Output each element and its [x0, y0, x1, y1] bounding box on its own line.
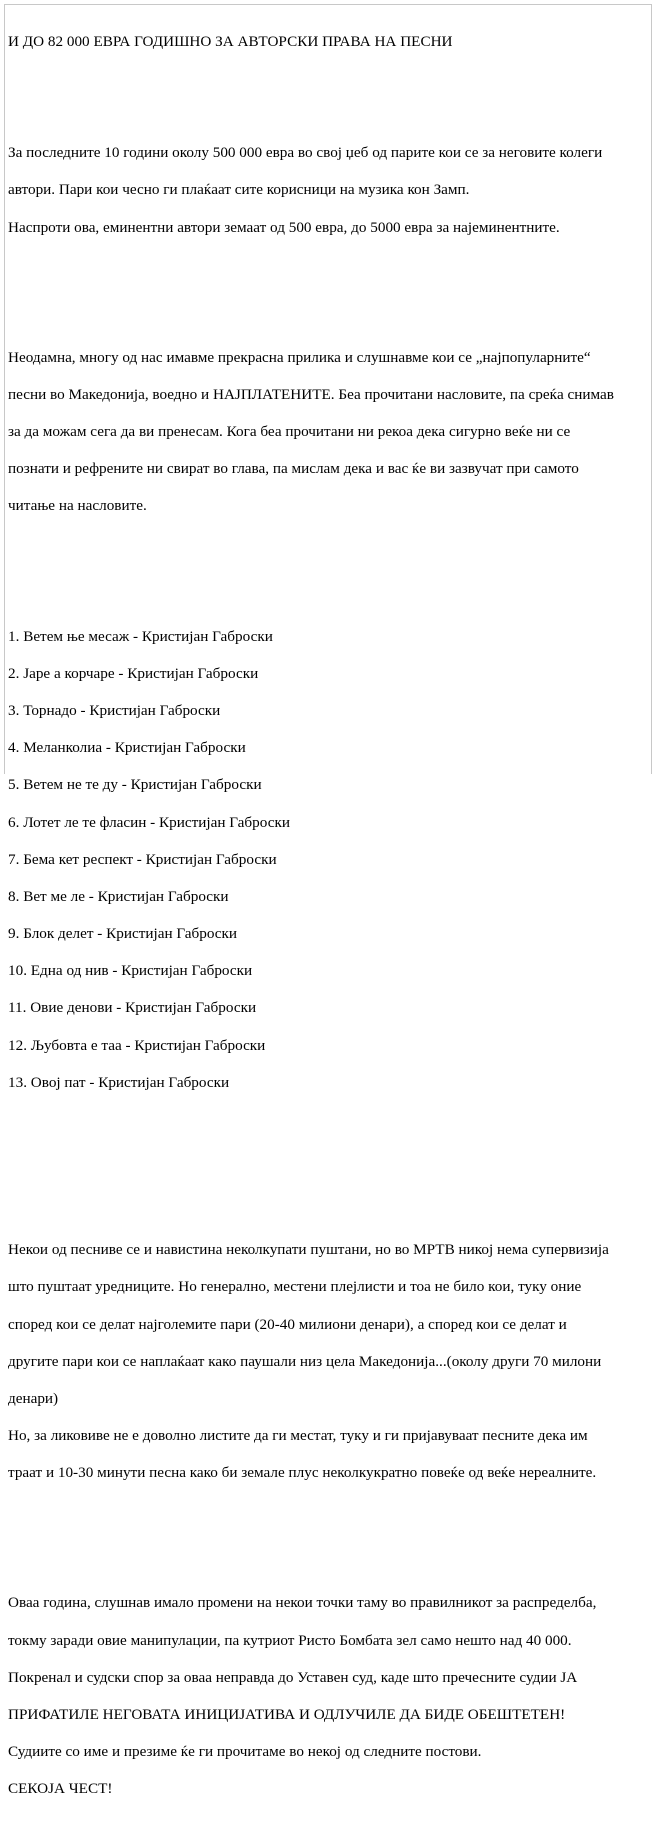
text-line: За последните 10 години околу 500 000 евра во свој џеб од парите кои се за неговите колеги [8, 144, 603, 162]
spacer [8, 274, 648, 293]
text-line: СЕКОЈА ЧЕСТ! [8, 1780, 113, 1798]
text-line: Судиите со име и презиме ќе ги прочитаме во некој од следните постови. [8, 1743, 482, 1761]
text-line: Оваа година, слушнав имало промени на некои точки таму во правилникот за распределба, [8, 1594, 597, 1612]
text-line: денари) [8, 1389, 59, 1407]
list-item: 3. Торнадо - Кристијан Габроски [8, 701, 221, 719]
post-title: И ДО 82 000 ЕВРА ГОДИШНО ЗА АВТОРСКИ ПРАВА НА ПЕСНИ [8, 32, 453, 50]
text-line: што пуштаат уредниците. Но генерално, местени плејлисти и тоа не било кои, туку оние [8, 1278, 582, 1296]
text-line: другите пари кои се наплаќаат како паушали низ цела Македонија...(околу други 70 милони [8, 1352, 602, 1370]
text-line: познати и рефрените ни свират во глава, па мислам дека и вас ќе ви зазвучат при самото [8, 460, 579, 478]
text-line: песни во Македонија, воедно и НАЈПЛАТЕНИТЕ. Беа прочитани насловите, па среќа снимав [8, 385, 614, 403]
song-list [8, 609, 648, 1111]
list-item: 8. Вет ме ле - Кристијан Габроски [8, 887, 229, 905]
popular-songs-paragraph [8, 330, 648, 535]
text-line: Неодамна, многу од нас имавме прекрасна прилика и слушнавме кои се „најпопуларните“ [8, 348, 591, 366]
text-line: Покренал и судски спор за оваа неправда до Уставен суд, каде што пречесните судии ЈА [8, 1668, 578, 1686]
spacer [8, 553, 648, 572]
spacer [8, 70, 648, 89]
list-item: 5. Ветем не те ду - Кристијан Габроски [8, 776, 262, 794]
text-line: траат и 10-30 минути песна како би земале плус неколкукратно повеќе од веќе нереалните. [8, 1464, 597, 1482]
spacer [8, 1520, 648, 1539]
text-line: Наспроти ова, еминентни автори земаат од 500 евра, до 5000 евра за најеминентните. [8, 218, 560, 236]
spacer [8, 1130, 648, 1149]
text-line: Но, за ликовиве не е доволно листите да ги местат, туку и ги пријавуваат песните дека им [8, 1427, 588, 1445]
intro-paragraph [8, 126, 648, 256]
list-item: 2. Јаре а корчаре - Кристијан Габроски [8, 664, 259, 682]
text-line: ПРИФАТИЛЕ НЕГОВАТА ИНИЦИЈАТИВА И ОДЛУЧИЛЕ ДА БИДЕ ОБЕШТЕТЕН! [8, 1706, 566, 1724]
spacer [8, 1167, 648, 1186]
text-line: автори. Пари кои чесно ги плаќаат сите корисници на музика кон Замп. [8, 181, 470, 199]
post-body [8, 14, 648, 1836]
text-line: за да можам сега да ви пренесам. Кога беа прочитани ни рекоа дека сигурно веќе ни се [8, 423, 571, 441]
court-paragraph [8, 1576, 648, 1818]
list-item: 12. Љубовта е таа - Кристијан Габроски [8, 1036, 266, 1054]
list-item: 10. Една од нив - Кристијан Габроски [8, 962, 253, 980]
text-line: Некои од песниве се и навистина неколкупати пуштани, но во МРТВ никој нема супервизија [8, 1241, 609, 1259]
list-item: 11. Овие денови - Кристијан Габроски [8, 999, 257, 1017]
list-item: 13. Овој пат - Кристијан Габроски [8, 1073, 230, 1091]
list-item: 1. Ветем ње месаж - Кристијан Габроски [8, 627, 273, 645]
text-line: токму заради овие манипулации, па кутриот Ристо Бомбата зел само нешто над 40 000. [8, 1631, 572, 1649]
text-line: според кои се делат најголемите пари (20-40 милиони денари), а според кои се делат и [8, 1315, 567, 1333]
list-item: 7. Бема кет респект - Кристијан Габроски [8, 850, 277, 868]
list-item: 4. Меланколиа - Кристијан Габроски [8, 739, 246, 757]
list-item: 9. Блок делет - Кристијан Габроски [8, 925, 238, 943]
text-line: читање на насловите. [8, 497, 147, 515]
list-item: 6. Лотет ле те фласин - Кристијан Габроски [8, 813, 290, 831]
mrtv-paragraph [8, 1223, 648, 1502]
